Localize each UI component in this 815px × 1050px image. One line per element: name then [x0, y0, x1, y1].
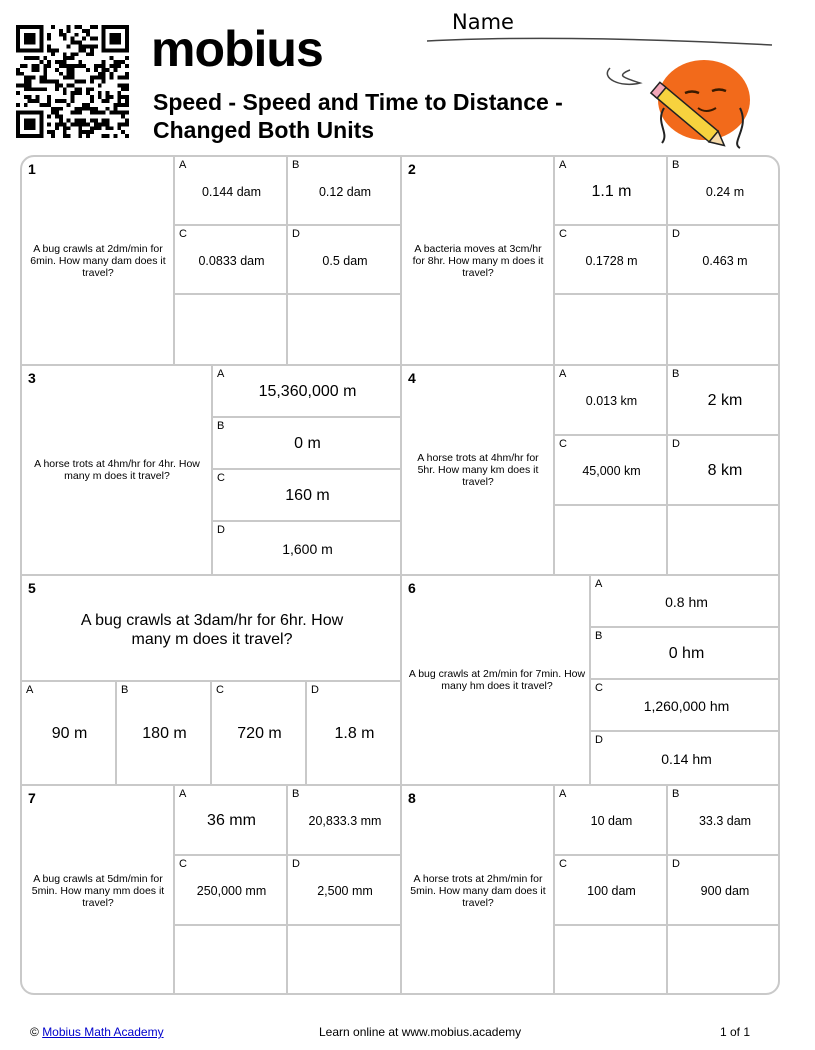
option-value: 2 km	[707, 392, 743, 409]
answer-option-a[interactable]	[173, 784, 288, 856]
option-letter: A	[559, 159, 567, 171]
copyright-symbol: ©	[30, 1025, 39, 1039]
option-value: 20,833.3 mm	[308, 814, 382, 828]
qr-code-icon	[16, 25, 129, 138]
question-number: 2	[408, 161, 416, 177]
question-text: A horse trots at 4hm/hr for 4hr. How many m does it travel?	[34, 458, 200, 482]
blank-cell	[286, 293, 402, 366]
mobius-logo: mobius	[151, 21, 323, 77]
answer-option-c[interactable]	[173, 854, 288, 926]
option-letter: C	[559, 858, 567, 870]
answer-option-d[interactable]	[305, 680, 402, 786]
footer-learn-online: Learn online at www.mobius.academy	[319, 1025, 522, 1039]
question-5-panel	[22, 576, 402, 786]
worksheet-title: Speed - Speed and Time to Distance - Changed Both Units	[153, 89, 563, 143]
option-letter: B	[595, 630, 603, 642]
academy-link[interactable]: Mobius Math Academy	[42, 1025, 164, 1039]
question-text: A horse trots at 2hm/min for 5min. How many dam does it travel?	[410, 872, 546, 909]
question-8-panel	[402, 786, 780, 995]
option-letter: C	[217, 472, 225, 484]
answer-option-b[interactable]	[286, 784, 402, 856]
question-text: A horse trots at 4hm/hr for 5hr. How many km does it travel?	[417, 452, 539, 488]
option-letter: B	[292, 788, 300, 800]
question-number: 7	[28, 790, 36, 806]
answer-option-c[interactable]	[553, 854, 668, 926]
option-value: 900 dam	[700, 884, 750, 898]
answer-option-d[interactable]	[286, 224, 402, 295]
option-value: 180 m	[142, 725, 187, 742]
question-number: 3	[28, 370, 36, 386]
option-letter: C	[216, 684, 224, 696]
mascot-pencil-icon	[600, 48, 750, 158]
question-2-panel	[402, 157, 780, 366]
question-number: 6	[408, 580, 416, 596]
blank-cell	[553, 293, 668, 366]
answer-option-c[interactable]	[589, 678, 780, 732]
option-letter: D	[595, 734, 603, 746]
footer-copyright	[30, 1025, 164, 1039]
option-value: 1,260,000 hm	[643, 698, 730, 714]
option-value: 33.3 dam	[698, 814, 752, 828]
question-text: A bug crawls at 5dm/min for 5min. How many mm does it travel?	[31, 872, 165, 909]
answer-option-b[interactable]	[115, 680, 212, 786]
option-value: 8 km	[707, 462, 743, 479]
question-4-panel	[402, 366, 780, 576]
answer-option-c[interactable]	[211, 468, 402, 522]
option-value: 15,360,000 m	[258, 383, 357, 400]
option-letter: C	[559, 438, 567, 450]
question-1-panel	[22, 157, 402, 366]
option-letter: B	[672, 368, 680, 380]
blank-cell	[666, 504, 780, 576]
option-letter: C	[595, 682, 603, 694]
option-letter: A	[559, 788, 567, 800]
question-text: A bug crawls at 2m/min for 7min. How many hm does it travel?	[408, 668, 586, 692]
answer-option-b[interactable]	[211, 416, 402, 470]
qr-pattern	[16, 25, 129, 138]
option-letter: B	[121, 684, 129, 696]
question-text: A bacteria moves at 3cm/hr for 8hr. How many m does it travel?	[412, 242, 544, 279]
option-letter: B	[292, 159, 300, 171]
answer-option-a[interactable]	[173, 155, 288, 226]
option-value: 0.1728 m	[585, 253, 638, 268]
question-number: 8	[408, 790, 416, 806]
option-value: 1,600 m	[282, 541, 333, 557]
answer-option-d[interactable]	[589, 730, 780, 786]
blank-cell	[173, 924, 288, 995]
option-letter: D	[672, 228, 680, 240]
option-value: 0.144 dam	[201, 184, 262, 199]
option-letter: A	[559, 368, 567, 380]
question-number: 5	[28, 580, 36, 596]
option-value: 36 mm	[207, 812, 256, 829]
option-value: 0.12 dam	[318, 184, 372, 199]
option-value: 100 dam	[587, 884, 636, 898]
blank-cell	[553, 504, 668, 576]
answer-option-c[interactable]	[553, 434, 668, 506]
answer-option-b[interactable]	[286, 155, 402, 226]
blank-cell	[666, 924, 780, 995]
option-value: 0 m	[294, 435, 321, 452]
answer-option-c[interactable]	[210, 680, 307, 786]
option-value: 720 m	[237, 725, 282, 742]
answer-option-d[interactable]	[286, 854, 402, 926]
answer-option-d[interactable]	[211, 520, 402, 576]
answer-option-b[interactable]	[666, 784, 780, 856]
option-value: 90 m	[51, 725, 88, 742]
option-value: 0.8 hm	[665, 594, 708, 610]
answer-option-a[interactable]	[553, 364, 668, 436]
question-text: A bug crawls at 2dm/min for 6min. How many dam does it travel?	[30, 242, 166, 279]
option-value: 1.8 m	[334, 725, 375, 742]
blank-cell	[173, 293, 288, 366]
option-letter: D	[311, 684, 319, 696]
option-value: 10 dam	[590, 814, 633, 828]
option-value: 160 m	[285, 487, 330, 504]
option-letter: B	[217, 420, 225, 432]
option-value: 45,000 km	[582, 464, 641, 478]
option-letter: C	[559, 228, 567, 240]
option-value: 1.1 m	[591, 182, 632, 200]
question-number: 4	[408, 370, 416, 386]
answer-option-a[interactable]	[553, 784, 668, 856]
answer-option-d[interactable]	[666, 854, 780, 926]
question-number: 1	[28, 161, 36, 177]
option-letter: C	[179, 858, 187, 870]
answer-option-a[interactable]	[553, 155, 668, 226]
blank-cell	[286, 924, 402, 995]
option-value: 0.24 m	[705, 184, 745, 199]
option-letter: D	[217, 524, 225, 536]
question-3-panel	[22, 366, 402, 576]
option-value: 0.0833 dam	[198, 253, 265, 268]
option-letter: A	[217, 368, 225, 380]
option-value: 2,500 mm	[317, 884, 373, 898]
option-letter: A	[595, 578, 603, 590]
question-6-panel	[402, 576, 780, 786]
option-value: 0.463 m	[702, 253, 748, 268]
option-value: 0.14 hm	[661, 751, 712, 767]
option-value: 0.013 km	[585, 394, 638, 408]
name-label: Name	[452, 10, 514, 34]
answer-option-d[interactable]	[666, 224, 780, 295]
answer-option-a[interactable]	[211, 364, 402, 418]
option-letter: D	[672, 438, 680, 450]
option-letter: D	[672, 858, 680, 870]
question-grid	[20, 155, 780, 995]
answer-option-b[interactable]	[666, 364, 780, 436]
answer-option-b[interactable]	[666, 155, 780, 226]
option-value: 0.5 dam	[322, 253, 368, 268]
question-text: A bug crawls at 3dam/hr for 6hr. How many m does it travel?	[80, 612, 344, 648]
blank-cell	[666, 293, 780, 366]
option-letter: A	[26, 684, 34, 696]
question-7-panel	[22, 786, 402, 995]
answer-option-a[interactable]	[589, 574, 780, 628]
option-value: 250,000 mm	[196, 884, 267, 898]
answer-option-c[interactable]	[553, 224, 668, 295]
answer-option-b[interactable]	[589, 626, 780, 680]
option-letter: A	[179, 159, 187, 171]
answer-option-d[interactable]	[666, 434, 780, 506]
option-letter: D	[292, 228, 300, 240]
option-letter: B	[672, 788, 680, 800]
option-letter: B	[672, 159, 680, 171]
blank-cell	[553, 924, 668, 995]
option-letter: A	[179, 788, 187, 800]
page-number: 1 of 1	[720, 1025, 751, 1039]
option-letter: C	[179, 228, 187, 240]
answer-option-a[interactable]	[20, 680, 117, 786]
option-letter: D	[292, 858, 300, 870]
answer-option-c[interactable]	[173, 224, 288, 295]
option-value: 0 hm	[668, 645, 705, 662]
